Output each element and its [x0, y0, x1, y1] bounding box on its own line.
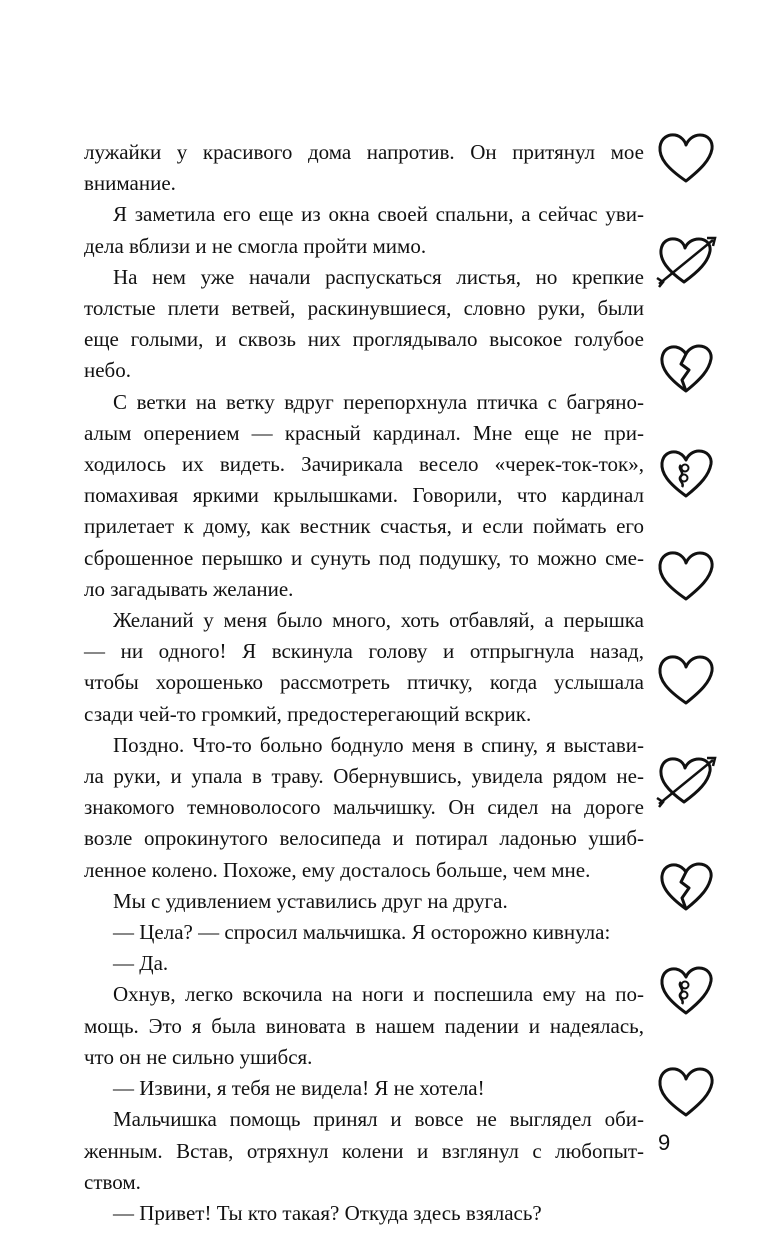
- text-line: — Цела? — спросил мальчишка. Я осторожно кивнула:: [113, 920, 611, 945]
- text-line: Желаний у меня было много, хоть отбавляй, а перышка: [113, 608, 644, 633]
- text-line: ленное колено. Похоже, ему досталось больше, чем мне.: [84, 857, 591, 882]
- text-line: сзади чей-то громкий, предостерегающий вскрик.: [84, 701, 532, 726]
- text-line: помахивая яркими крылышками. Говорили, что кардинал: [84, 483, 644, 508]
- broken-heart-icon: [655, 858, 717, 914]
- text-line: мощь. Это я была виновата в нашем падении и надеялась,: [84, 1013, 644, 1038]
- text-line: ла руки, и упала в траву. Обернувшись, увидела рядом не-: [84, 764, 644, 789]
- text-line: еще голыми, и сквозь них проглядывало высокое голубое: [84, 327, 644, 352]
- broken-heart-icon: [655, 340, 717, 396]
- text-line: что он не сильно ушибся.: [84, 1044, 313, 1069]
- text-line: — Извини, я тебя не видела! Я не хотела!: [113, 1076, 485, 1101]
- text-line: знакомого темноволосого мальчишку. Он сидел на дороге: [84, 795, 644, 820]
- text-line: На нем уже начали распускаться листья, но крепкие: [113, 264, 644, 289]
- text-line: — ни одного! Я вскинула голову и отпрыгнула назад,: [84, 639, 644, 664]
- text-line: лужайки у красивого дома напротив. Он притянул мое: [84, 140, 644, 164]
- heart-with-swirl-icon: [655, 962, 717, 1018]
- text-line: небо.: [84, 358, 131, 383]
- text-line: ством.: [84, 1169, 141, 1194]
- text-line: Мальчишка помощь принял и вовсе не выглядел оби-: [113, 1107, 644, 1132]
- text-line: ходилось их видеть. Зачирикала весело «черек-ток-ток»,: [84, 452, 644, 477]
- text-line: С ветки на ветку вдруг перепорхнула птичка с багряно-: [113, 389, 644, 414]
- text-line: Охнув, легко вскочила на ноги и поспешила ему на по-: [113, 982, 644, 1007]
- heart-outline-icon: [655, 652, 717, 708]
- text-line: ло загадывать желание.: [84, 576, 294, 601]
- heart-outline-icon: [655, 130, 717, 186]
- text-line: Поздно. Что-то больно боднуло меня в спину, я выстави-: [113, 732, 644, 757]
- heart-with-arrow-icon: [655, 752, 717, 808]
- text-line: прилетает к дому, как вестник счастья, и если поймать его: [84, 514, 644, 539]
- margin-hearts: [655, 0, 725, 1240]
- text-line: сброшенное перышко и сунуть под подушку, то можно сме-: [84, 545, 644, 570]
- heart-outline-icon: [655, 1064, 717, 1120]
- text-line: внимание.: [84, 171, 176, 196]
- text-line: дела вблизи и не смогла пройти мимо.: [84, 233, 427, 258]
- text-line: Мы с удивлением уставились друг на друга.: [113, 888, 508, 913]
- heart-with-arrow-icon: [655, 232, 717, 288]
- text-line: алым оперением — красный кардинал. Мне еще не при-: [84, 420, 644, 445]
- heart-with-swirl-icon: [655, 445, 717, 501]
- text-line: Я заметила его еще из окна своей спальни, а сейчас уви-: [113, 202, 644, 227]
- text-line: женным. Встав, отряхнул колени и взглянул с любопыт-: [84, 1138, 644, 1163]
- text-line: возле опрокинутого велосипеда и потирал ладонью ушиб-: [84, 826, 644, 851]
- page-number: 9: [658, 1130, 671, 1155]
- body-text: [84, 137, 644, 1229]
- text-line: — Да.: [113, 951, 169, 976]
- text-line: — Привет! Ты кто такая? Откуда здесь взялась?: [113, 1200, 542, 1225]
- text-line: чтобы хорошенько рассмотреть птичку, когда услышала: [84, 670, 644, 695]
- heart-outline-icon: [655, 548, 717, 604]
- text-line: толстые плети ветвей, раскинувшиеся, словно руки, были: [84, 296, 644, 321]
